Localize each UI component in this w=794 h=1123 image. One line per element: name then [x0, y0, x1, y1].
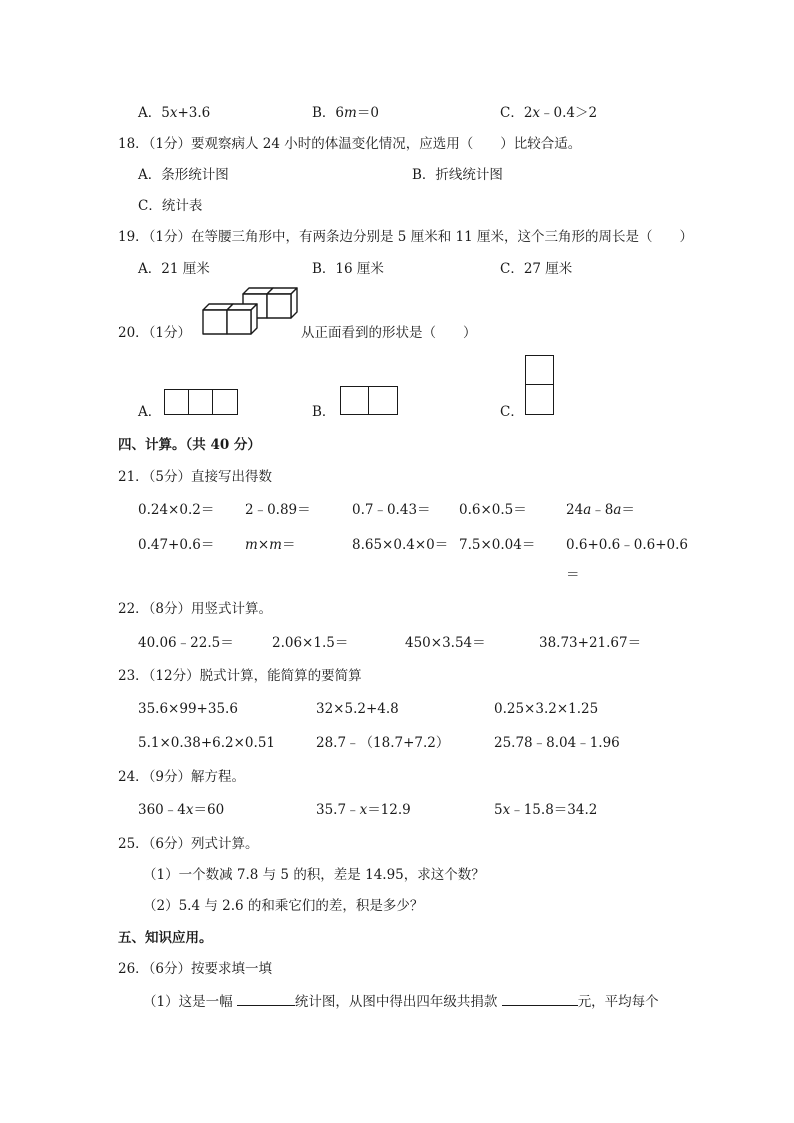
square	[164, 389, 190, 415]
square	[368, 386, 398, 415]
q25-part-1: （1）一个数减 7.8 与 5 的积，差是 14.95，求这个数？	[143, 867, 485, 883]
cube-stack-figure	[201, 288, 301, 336]
q20-option-c-label: C．	[500, 404, 524, 420]
q18-option-b: B．折线统计图	[412, 167, 503, 183]
q21-r2-4: 7.5×0.04＝	[459, 537, 536, 553]
q23-r2-3: 25.78﹣8.04﹣1.96	[494, 735, 620, 751]
q21-r2-3: 8.65×0.4×0＝	[352, 537, 449, 553]
q19-option-c: C．27 厘米	[500, 261, 573, 277]
q23-r2-1: 5.1×0.38+6.2×0.51	[138, 735, 275, 751]
q24-equation-2: 35.7﹣x＝12.9	[316, 802, 411, 818]
answer-blank[interactable]	[502, 993, 578, 1006]
q17-option-c: C．2x﹣0.4＞2	[500, 105, 598, 121]
q17-option-a: A．5x+3.6	[138, 105, 211, 121]
q18-option-c: C．统计表	[138, 198, 203, 214]
q17-option-b: B．6m＝0	[312, 105, 379, 121]
square	[525, 355, 554, 386]
q18-stem: 18．（1分）要观察病人 24 小时的体温变化情况，应选用（ ）比较合适。	[118, 136, 582, 152]
square	[188, 389, 214, 415]
square	[340, 386, 370, 415]
section-5-heading: 五、知识应用。	[118, 930, 213, 946]
q23-stem: 23．（12分）脱式计算，能简算的要简算	[118, 668, 362, 684]
q23-r1-3: 0.25×3.2×1.25	[494, 701, 599, 717]
q21-r2-5-equals: ＝	[566, 567, 580, 583]
q22-item-1: 40.06﹣22.5＝	[138, 635, 234, 651]
q21-r2-2: m×m＝	[245, 537, 296, 553]
q22-stem: 22．（8分）用竖式计算。	[118, 601, 273, 617]
q22-item-4: 38.73+21.67＝	[539, 635, 642, 651]
q21-r2-5: 0.6+0.6﹣0.6+0.6	[566, 537, 689, 553]
q24-equation-1: 360﹣4x＝60	[138, 802, 225, 818]
q25-stem: 25．（6分）列式计算。	[118, 836, 259, 852]
q19-stem: 19．（1分）在等腰三角形中，有两条边分别是 5 厘米和 11 厘米，这个三角形的周长是（ ）	[118, 229, 693, 245]
q26-stem: 26．（6分）按要求填一填	[118, 961, 273, 977]
square	[212, 389, 238, 415]
section-4-heading: 四、计算。（共 40 分）	[118, 437, 261, 453]
q19-option-a: A．21 厘米	[138, 261, 210, 277]
q25-part-2: （2）5.4 与 2.6 的和乘它们的差，积是多少？	[143, 898, 424, 914]
q20-option-a-label: A．	[138, 404, 162, 420]
q18-option-a: A．条形统计图	[138, 167, 229, 183]
q21-r2-1: 0.47+0.6＝	[138, 537, 215, 553]
q21-stem: 21．（5分）直接写出得数	[118, 469, 273, 485]
q21-r1-2: 2﹣0.89＝	[245, 502, 311, 518]
q21-r1-4: 0.6×0.5＝	[459, 502, 527, 518]
q20-option-b-label: B．	[312, 404, 336, 420]
q22-item-2: 2.06×1.5＝	[272, 635, 349, 651]
q21-r1-3: 0.7﹣0.43＝	[352, 502, 431, 518]
q20-stem-suffix: 从正面看到的形状是（ ）	[301, 325, 477, 341]
q20-stem-prefix: 20．（1分）	[118, 325, 192, 341]
q23-r1-1: 35.6×99+35.6	[138, 701, 238, 717]
q22-item-3: 450×3.54＝	[405, 635, 486, 651]
q24-equation-3: 5x﹣15.8＝34.2	[494, 802, 598, 818]
square	[525, 384, 554, 415]
q19-option-b: B．16 厘米	[312, 261, 384, 277]
q23-r2-2: 28.7﹣（18.7+7.2）	[316, 735, 450, 751]
q26-part-1: （1）这是一幅 统计图，从图中得出四年级共捐款 元，平均每个	[143, 994, 659, 1010]
q24-stem: 24．（9分）解方程。	[118, 769, 246, 785]
q23-r1-2: 32×5.2+4.8	[316, 701, 399, 717]
q21-r1-5: 24a﹣8a＝	[566, 502, 635, 518]
answer-blank[interactable]	[237, 993, 295, 1006]
q21-r1-1: 0.24×0.2＝	[138, 502, 215, 518]
